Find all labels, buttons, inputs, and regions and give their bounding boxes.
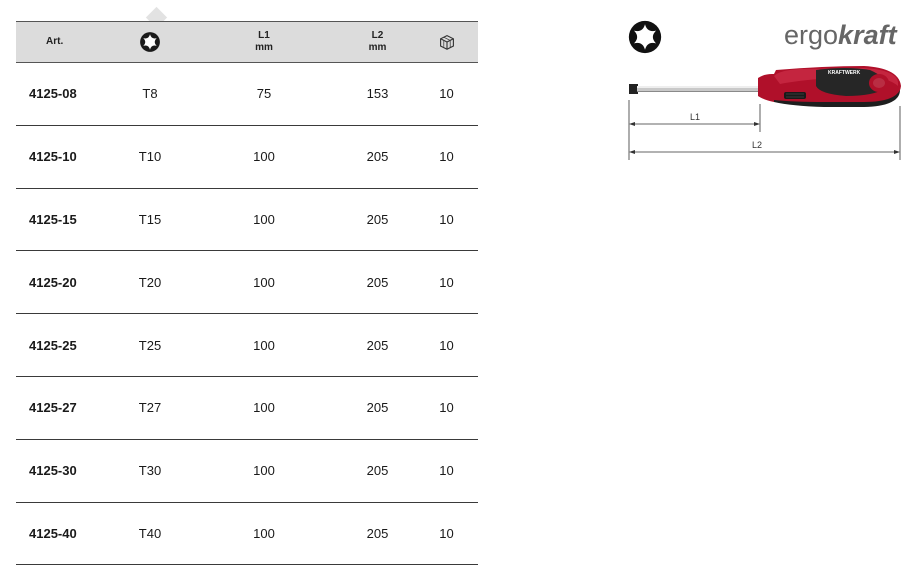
cell-l1: 100	[253, 274, 275, 290]
cell-pack-qty: 10	[439, 525, 454, 541]
product-table-container	[16, 21, 478, 565]
cell-size: T20	[138, 274, 162, 290]
cell-pack-qty: 10	[439, 274, 454, 290]
header-l2	[340, 22, 415, 63]
cell-l2: 205	[366, 337, 389, 353]
cell-size: T15	[138, 211, 162, 227]
cell-pack-qty: 10	[439, 149, 454, 165]
cell-pack-qty: 10	[439, 463, 454, 479]
cell-art-number: 4125-08	[29, 86, 77, 102]
table-row	[16, 376, 478, 439]
cell-pack-qty: 10	[439, 211, 454, 227]
screwdriver-tip	[629, 84, 638, 94]
cell-pack-qty: 10	[439, 86, 454, 102]
header-size	[112, 22, 188, 63]
header-l2-unit: mm	[368, 42, 387, 53]
header-l1-label: L1	[258, 30, 270, 41]
header-l1	[188, 22, 340, 63]
table-row	[16, 188, 478, 251]
cell-l2: 153	[366, 86, 389, 102]
cell-l1: 100	[253, 463, 275, 479]
brand-logo	[784, 20, 897, 51]
cell-l1: 75	[256, 86, 272, 102]
cell-art-number: 4125-40	[29, 525, 77, 541]
product-table	[16, 21, 478, 565]
cell-size: T30	[138, 463, 162, 479]
screwdriver-handle	[758, 66, 901, 107]
cell-l2: 205	[366, 211, 389, 227]
table-header-row	[16, 22, 478, 63]
cell-l1: 100	[253, 211, 275, 227]
cell-l1: 100	[253, 525, 275, 541]
cell-l2: 205	[366, 463, 389, 479]
header-art: Art.	[46, 36, 64, 47]
handle-brand-text: KRAFTWERK	[828, 70, 861, 76]
table-row	[16, 502, 478, 565]
cell-size: T8	[142, 86, 158, 102]
table-row	[16, 125, 478, 188]
cell-pack-qty: 10	[439, 400, 454, 416]
header-l1-unit: mm	[255, 42, 273, 53]
cell-art-number: 4125-10	[29, 149, 77, 165]
cell-l2: 205	[366, 525, 389, 541]
cell-l1: 100	[253, 149, 275, 165]
cell-size: T10	[138, 149, 162, 165]
table-row	[16, 63, 478, 126]
dimension-l2-label: L2	[752, 140, 763, 150]
cell-l2: 205	[366, 149, 389, 165]
header-l2-label: L2	[371, 30, 384, 41]
brand-part2: kraft	[838, 20, 897, 50]
cell-l1: 100	[253, 400, 275, 416]
cell-pack-qty: 10	[439, 337, 454, 353]
dimension-lines	[629, 100, 900, 160]
cell-l2: 205	[366, 274, 389, 290]
cell-art-number: 4125-27	[29, 400, 77, 416]
cell-l1: 100	[253, 337, 275, 353]
table-row	[16, 251, 478, 314]
cell-art-number: 4125-25	[29, 337, 77, 353]
dimension-l1-label: L1	[690, 112, 701, 122]
cell-l2: 205	[366, 400, 389, 416]
table-row	[16, 314, 478, 377]
cell-art-number: 4125-15	[29, 211, 77, 227]
torx-logo-icon	[628, 20, 662, 54]
box-icon	[439, 34, 455, 50]
torx-icon	[139, 31, 161, 53]
cell-art-number: 4125-30	[29, 463, 77, 479]
header-pack	[415, 22, 478, 63]
table-row	[16, 439, 478, 502]
screwdriver-illustration	[624, 60, 914, 165]
cell-art-number: 4125-20	[29, 274, 77, 290]
brand-part1: ergo	[784, 20, 839, 50]
cell-size: T40	[138, 525, 162, 541]
cell-size: T27	[138, 400, 162, 416]
cell-size: T25	[138, 337, 162, 353]
